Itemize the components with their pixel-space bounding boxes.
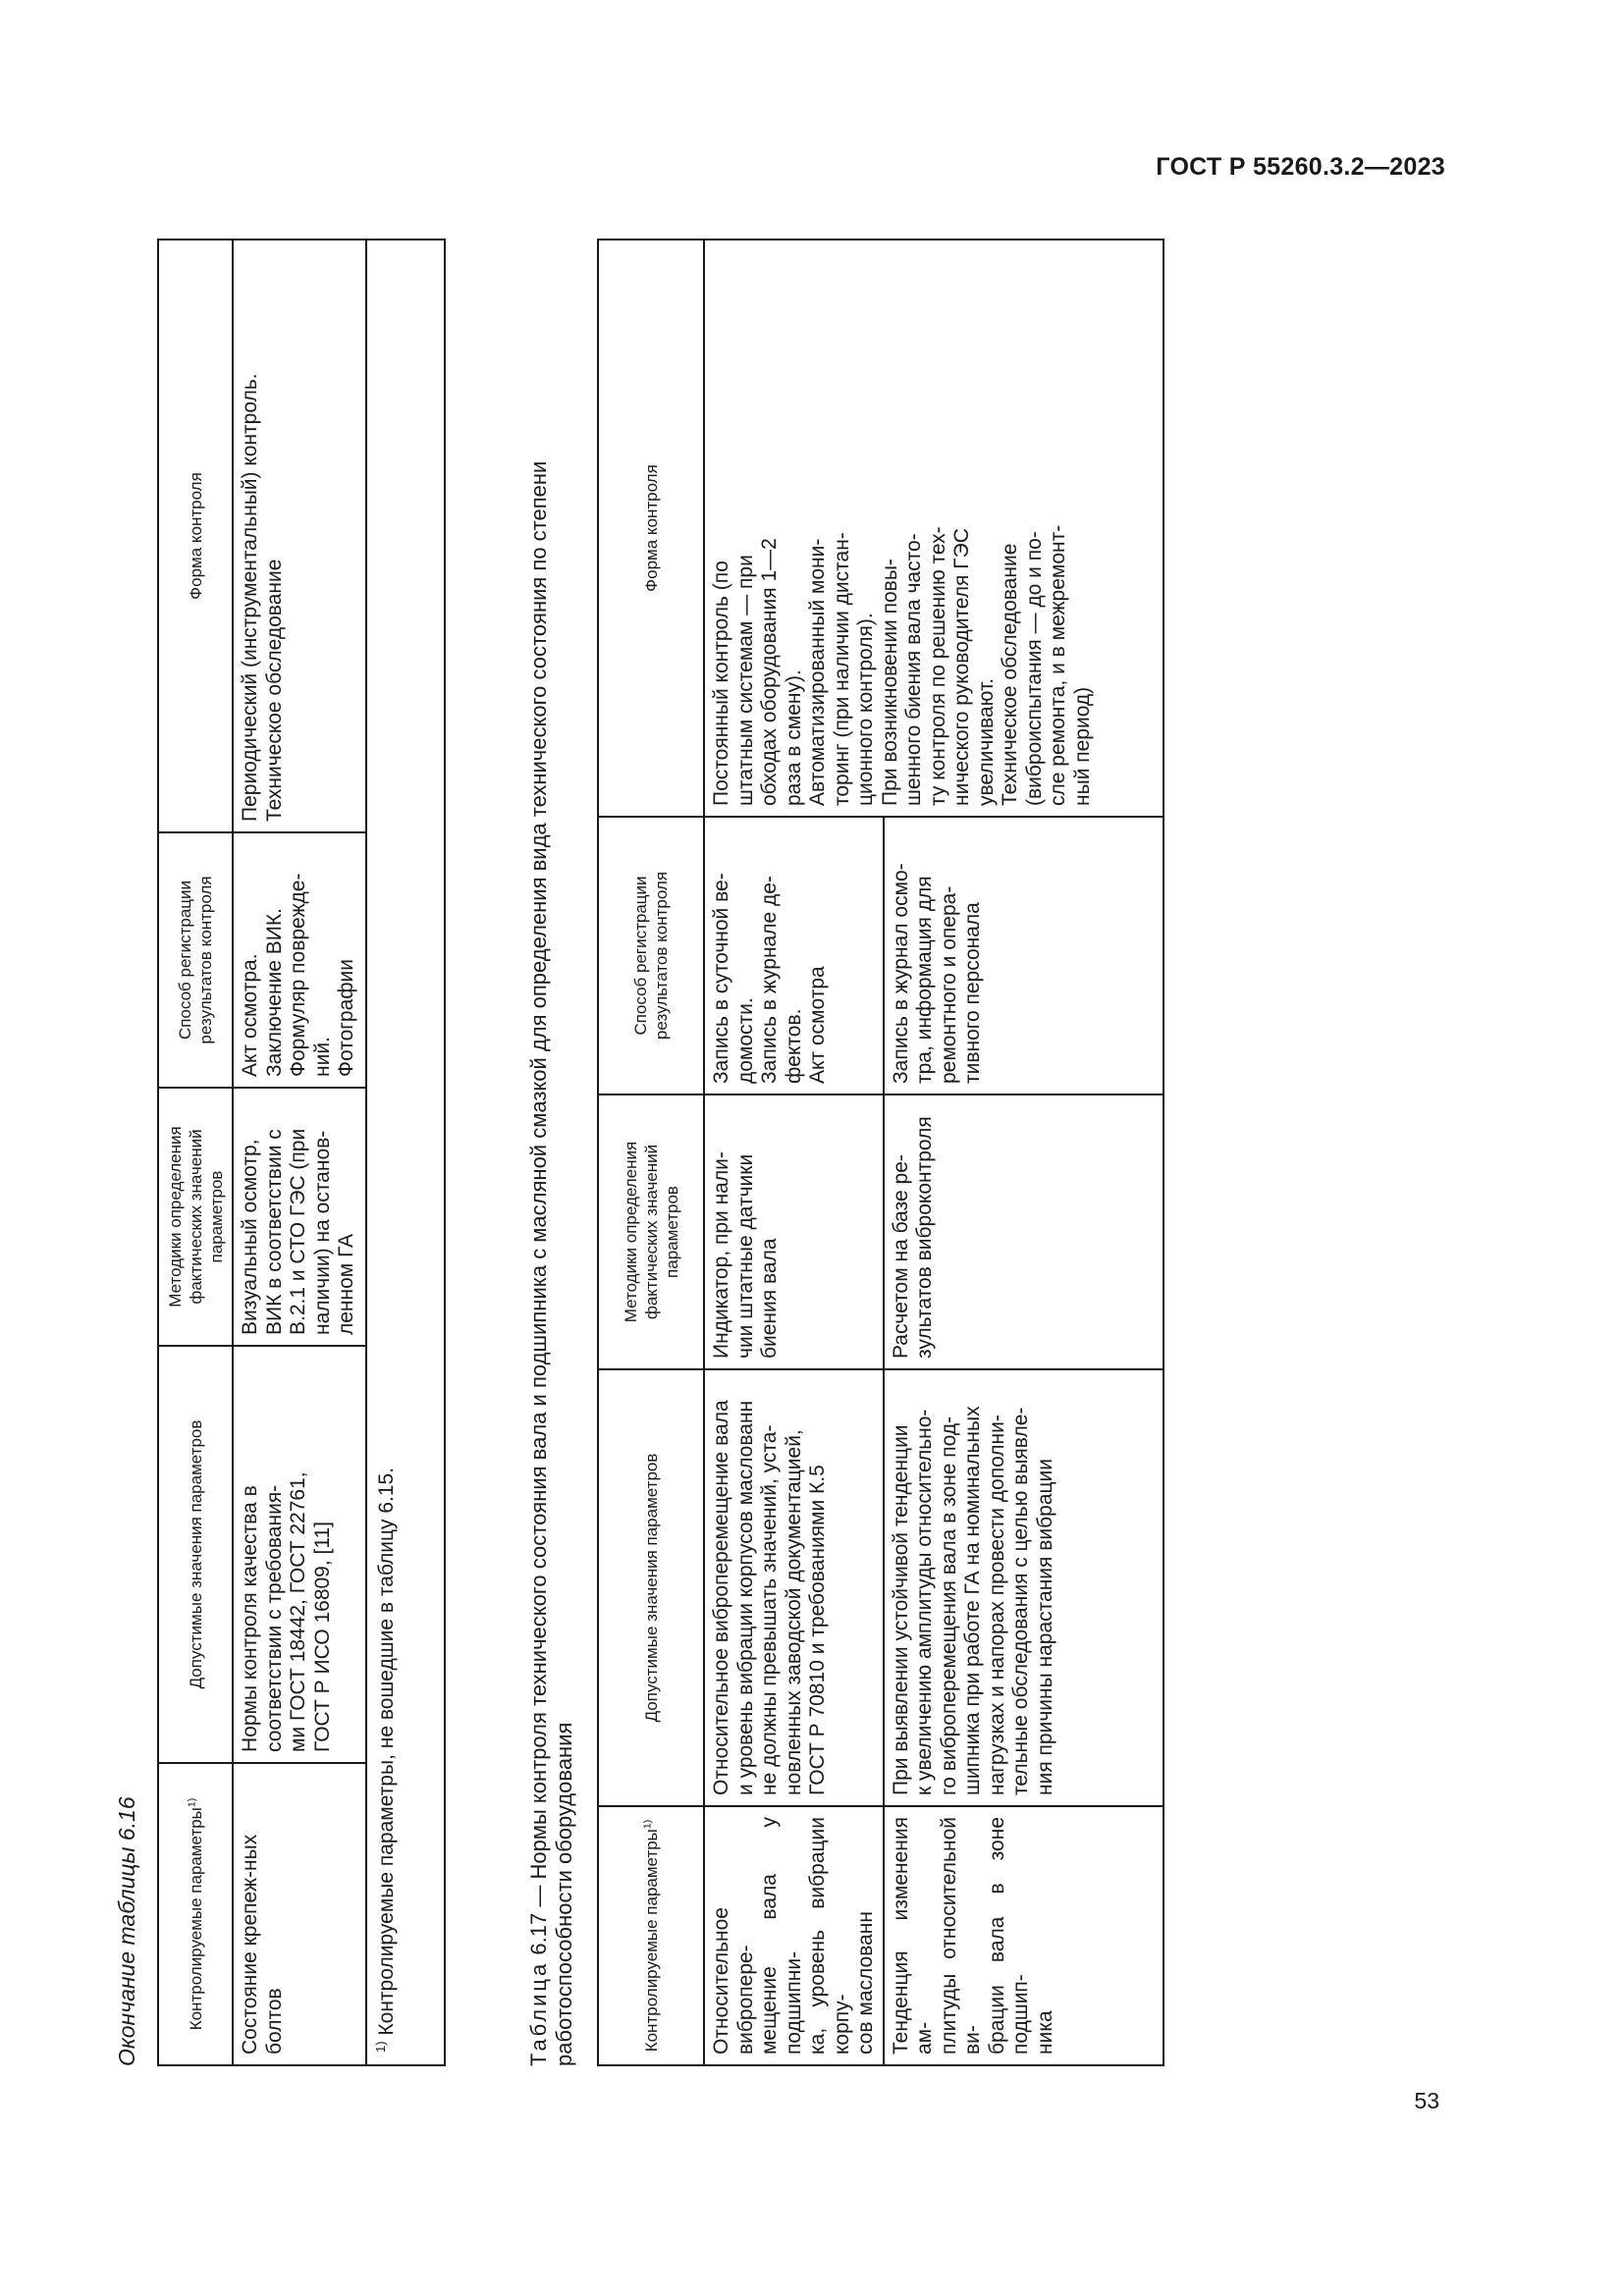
header-cell: Форма контроля [598,240,704,817]
table-row [704,240,884,2065]
header-cell: Способ регистрации результатов контроля [598,817,704,1095]
table-header-row [598,240,704,2065]
table-cell: Состояние крепеж-ных болтов [233,1763,366,2065]
table-cell: При выявлении устойчивой тенденции к увеличению амплитуды относительно- го виброперемещения вала в зоне под- шипника при работе ГА на номинальных нагрузках и напорах провести дополни- тельные обследования с целью выявле- ния причины нарастания вибрации [884,1369,1164,1806]
header-cell: Методики определения фактических значений параметров [598,1095,704,1369]
table-cell: Акт осмотра. Заключение ВИК. Формуляр поврежде- ний. Фотографии [233,832,366,1088]
table-footnote-row [366,240,445,2065]
table-cell: Запись в суточной ве- домости. Запись в журнале де- фектов. Акт осмотра [704,817,884,1095]
table-caption: Таблица 6.17 — Нормы контроля технического состояния вала и подшипника с масляной смазкой для определения вида технического состояния по степени работоспособности оборудования [526,460,576,2066]
table-cell: Относительное виброперемещение вала и уровень вибрации корпусов маслованн не должны превышать значений, уста- новленных заводской документацией, ГОСТ Р 70810 и требованиями К.5 [704,1369,884,1806]
table-footnote: $^{1)}$ Контролируемые параметры, не вошедшие в таблицу 6.15. [366,240,445,2065]
table-cell: Периодический (инструментальный) контроль. Техническое обследование [233,240,366,832]
table-cell: Запись в журнал осмо- тра, информация для ремонтного и опера- тивного персонала [884,817,1164,1095]
table-row [233,240,366,2065]
header-cell: Контролируемые параметры$^{1)}$ [598,1806,704,2065]
header-cell: Способ регистрации результатов контроля [158,832,233,1088]
table-header-row [158,240,233,2065]
rotated-page-content [108,103,1188,2066]
table-cell: Расчетом на базе ре- зультатов виброконтроля [884,1095,1164,1369]
table-cell: Нормы контроля качества в соответствии с требования- ми ГОСТ 18442, ГОСТ 22761, ГОСТ Р ИСО 16809, [11] [233,1346,366,1763]
document-code: ГОСТ Р 55260.3.2—2023 [1156,153,1445,181]
header-cell: Допустимые значения параметров [158,1346,233,1763]
header-cell: Допустимые значения параметров [598,1369,704,1806]
page-number: 53 [1414,2088,1439,2113]
table-cell: Индикатор, при нали- чии штатные датчики биения вала [704,1095,884,1369]
table-cell: Тенденция изменения ам- плитуды относительной ви- брации вала в зоне подшип- ника [884,1806,1164,2065]
header-cell: Контролируемые параметры$^{1)}$ [158,1763,233,2065]
table-cell: Визуальный осмотр, ВИК в соответствии с В.2.1 и СТО ГЭС (при наличии) на останов- ленном ГА [233,1088,366,1346]
table-continuation-title: Окончание таблицы 6.16 [114,1796,139,2066]
header-cell: Форма контроля [158,240,233,832]
table-6-16 [157,239,446,2066]
header-cell: Методики определения фактических значений параметров [158,1088,233,1346]
table-6-17 [597,239,1164,2066]
table-cell: Постоянный контроль (по штатным системам — при обходах оборудования 1—2 раза в смену). Автоматизированный мони- торинг (при наличии дистан- ционного контроля). При возникновении повы- шенного биения вала часто- ту контроля по решению тех- нического руководителя ГЭС увеличивают. Техническое обследование (виброиспытания — до и по- сле ремонта, и в межремонт- ный период) [704,240,1164,817]
table-cell: Относительное вибропере- мещение вала у подшипни- ка, уровень вибрации корпу- сов маслованн [704,1806,884,2065]
